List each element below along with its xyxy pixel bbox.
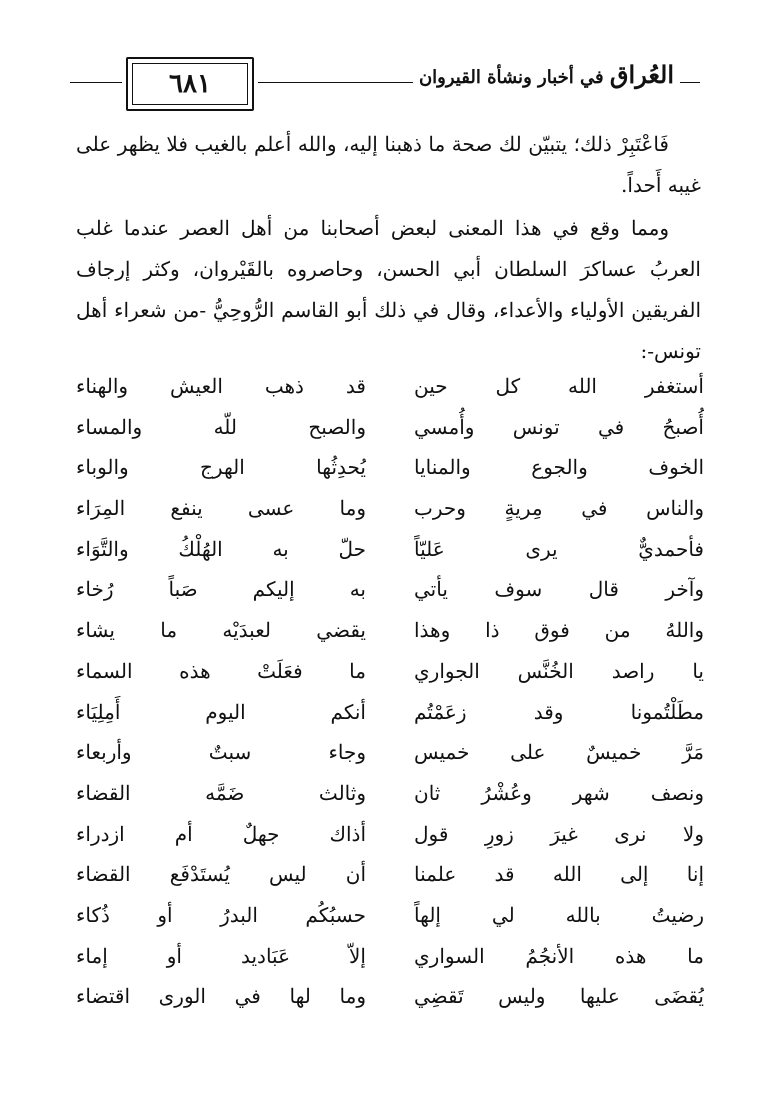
paragraph-1 bbox=[76, 124, 701, 206]
poem-verse bbox=[76, 732, 704, 773]
first-hemistich: رضيتُ بالله لي إلهاً bbox=[414, 902, 704, 927]
poem-verse bbox=[76, 610, 704, 651]
paragraph-2 bbox=[76, 208, 701, 372]
first-hemistich: فأحمديٌّ يرى عَليّاً bbox=[414, 536, 704, 561]
second-hemistich: وثالث ضَمَّه القضاء bbox=[76, 780, 366, 805]
poem-verse bbox=[76, 407, 704, 448]
first-hemistich: أستغفر الله كل حين bbox=[414, 374, 704, 398]
poem-verse bbox=[76, 976, 704, 1017]
poem-verse bbox=[76, 692, 704, 733]
first-hemistich: والناس في مِريةٍ وحرب bbox=[414, 496, 704, 521]
header-rule-left bbox=[70, 82, 122, 83]
second-hemistich: حسبُكُم البدرُ أو ذُكاء bbox=[76, 902, 366, 927]
second-hemistich: ما فعَلَتْ هذه السماء bbox=[76, 658, 366, 683]
running-title bbox=[413, 60, 680, 89]
poem-verse bbox=[76, 651, 704, 692]
poem-verse bbox=[76, 895, 704, 936]
paragraph-text: ومما وقع في هذا المعنى لبعض أصحابنا من أهل العصر عندما غلب العربُ عساكرَ السلطان أبي الحسن، وحاصروه بالقَيْروان، وكثر إرجاف الفريقين الأولياء والأعداء، وقال في ذلك أبو القاسم الرُّوحِيُّ -من شعراء أهل تونس-: bbox=[76, 216, 701, 363]
second-hemistich: وما عسى ينفع المِرَاء bbox=[76, 496, 366, 521]
poem-verse bbox=[76, 773, 704, 814]
second-hemistich: به إليكم صَباً رُخاء bbox=[76, 577, 366, 602]
first-hemistich: وآخر قال سوف يأتي bbox=[414, 577, 704, 602]
poem bbox=[76, 366, 704, 1017]
poem-verse bbox=[76, 569, 704, 610]
poem-verse bbox=[76, 447, 704, 488]
first-hemistich: ما هذه الأنجُمُ السواري bbox=[414, 943, 704, 968]
poem-verse bbox=[76, 814, 704, 855]
first-hemistich: واللهُ من فوق ذا وهذا bbox=[414, 618, 704, 643]
poem-verse bbox=[76, 488, 704, 529]
second-hemistich: والصبح للّه والمساء bbox=[76, 414, 366, 439]
paragraph-text: فَاعْتَبِرْ ذلك؛ يتبيّن لك صحة ما ذهبنا إليه، والله أعلم بالغيب فلا يظهر على غيبه أَحداً. bbox=[76, 132, 701, 197]
running-title-rest: في أخبار ونشأة القيروان bbox=[418, 67, 610, 88]
second-hemistich: أن ليس يُستَدْفَع القضاء bbox=[76, 862, 366, 887]
second-hemistich: وجاء سبتٌ وأربعاء bbox=[76, 740, 366, 765]
first-hemistich: ولا نرى غيرَ زورِ قول bbox=[414, 821, 704, 846]
page-header bbox=[70, 52, 700, 112]
running-title-main: العُراق bbox=[609, 60, 674, 89]
first-hemistich: مَرَّ خميسٌ على خميس bbox=[414, 740, 704, 765]
page-number: ٦٨١ bbox=[169, 69, 211, 99]
first-hemistich: الخوف والجوع والمنايا bbox=[414, 455, 704, 480]
poem-verse bbox=[76, 854, 704, 895]
poem-verse bbox=[76, 936, 704, 977]
first-hemistich: يُقضَى عليها وليس تَقضِي bbox=[414, 984, 704, 1009]
second-hemistich: أذاك جهلٌ أم ازدراء bbox=[76, 821, 366, 846]
second-hemistich: أنكم اليوم أَمِلِيَاء bbox=[76, 699, 366, 724]
second-hemistich: يُحدِثُها الهرج والوباء bbox=[76, 455, 366, 480]
second-hemistich: يقضي لعبدَيْه ما يشاء bbox=[76, 618, 366, 643]
first-hemistich: ونصف شهر وعُشْرُ ثان bbox=[414, 780, 704, 805]
second-hemistich: وما لها في الورى اقتضاء bbox=[76, 984, 366, 1009]
poem-verse bbox=[76, 529, 704, 570]
first-hemistich: مطَلْتُمونا وقد زعَمْتُم bbox=[414, 699, 704, 724]
page-number-frame bbox=[126, 57, 254, 111]
second-hemistich: حلّ به الهُلْكُ والتَّوَاء bbox=[76, 536, 366, 561]
second-hemistich: قد ذهب العيش والهناء bbox=[76, 374, 366, 398]
second-hemistich: إلاّ عَبَاديد أو إماء bbox=[76, 943, 366, 968]
first-hemistich: إنا إلى الله قد علمنا bbox=[414, 862, 704, 887]
first-hemistich: أُصبحُ في تونس وأُمسي bbox=[414, 414, 704, 439]
first-hemistich: يا راصد الخُنَّس الجواري bbox=[414, 658, 704, 683]
poem-verse bbox=[76, 366, 704, 407]
